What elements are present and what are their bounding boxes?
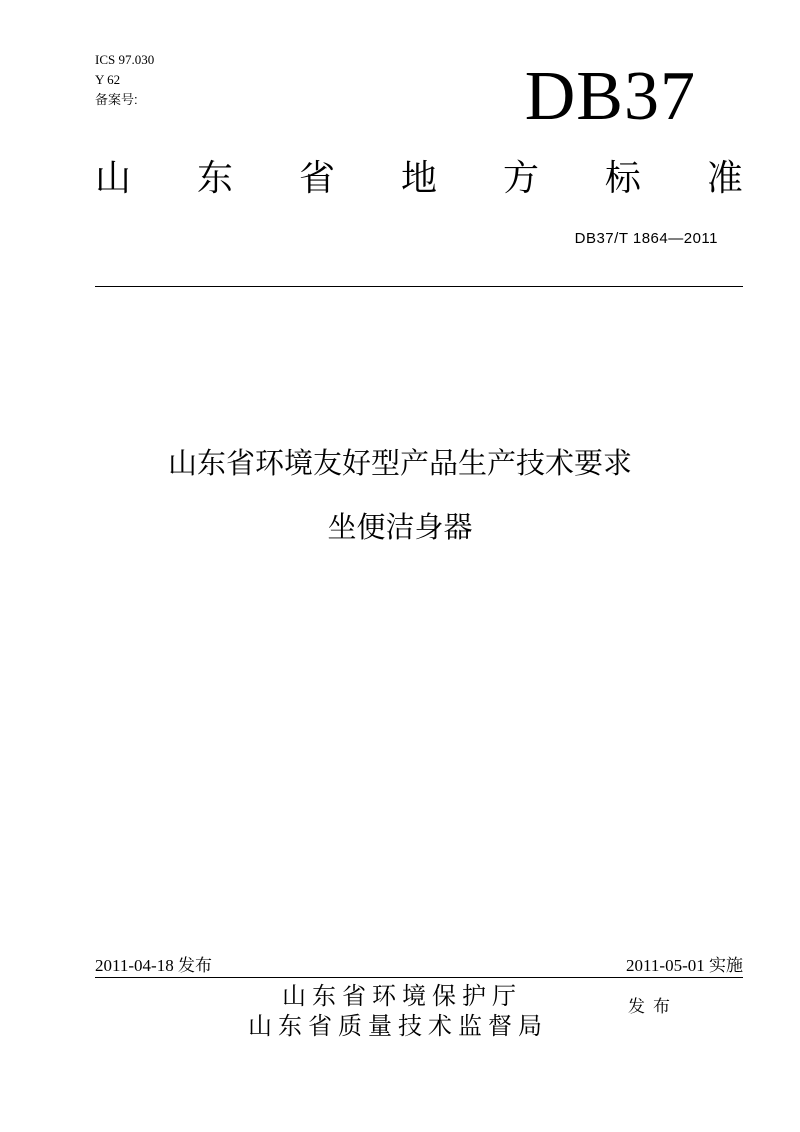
standard-code: DB37/T 1864—2011 bbox=[574, 230, 718, 247]
issuer-quality-supervision: 山东省质量技术监督局 bbox=[248, 1013, 548, 1040]
issue-date: 2011-04-18 发布 bbox=[95, 956, 212, 975]
top-divider bbox=[95, 286, 743, 287]
standard-type-heading bbox=[95, 156, 743, 200]
ics-code: ICS 97.030 bbox=[95, 52, 155, 67]
implementation-date: 2011-05-01 实施 bbox=[626, 956, 743, 975]
standard-logo: DB37 bbox=[524, 58, 696, 135]
standard-type-char: 标 bbox=[604, 157, 641, 198]
document-title: 山东省环境友好型产品生产技术要求 bbox=[167, 448, 632, 480]
issuer-environmental-protection: 山东省环境保护厅 bbox=[282, 983, 522, 1010]
classification-code: Y 62 bbox=[95, 72, 121, 87]
document-subtitle: 坐便洁身器 bbox=[327, 512, 473, 544]
standard-type-char: 准 bbox=[706, 157, 743, 198]
standard-type-char: 山 bbox=[95, 157, 132, 198]
bottom-divider bbox=[95, 977, 743, 978]
issue-label: 发布 bbox=[628, 997, 678, 1016]
filing-number-label: 备案号: bbox=[95, 92, 138, 107]
standard-type-char: 方 bbox=[502, 157, 539, 198]
standard-type-char: 省 bbox=[298, 157, 335, 198]
standard-type-char: 地 bbox=[400, 157, 437, 198]
standard-type-char: 东 bbox=[196, 157, 233, 198]
